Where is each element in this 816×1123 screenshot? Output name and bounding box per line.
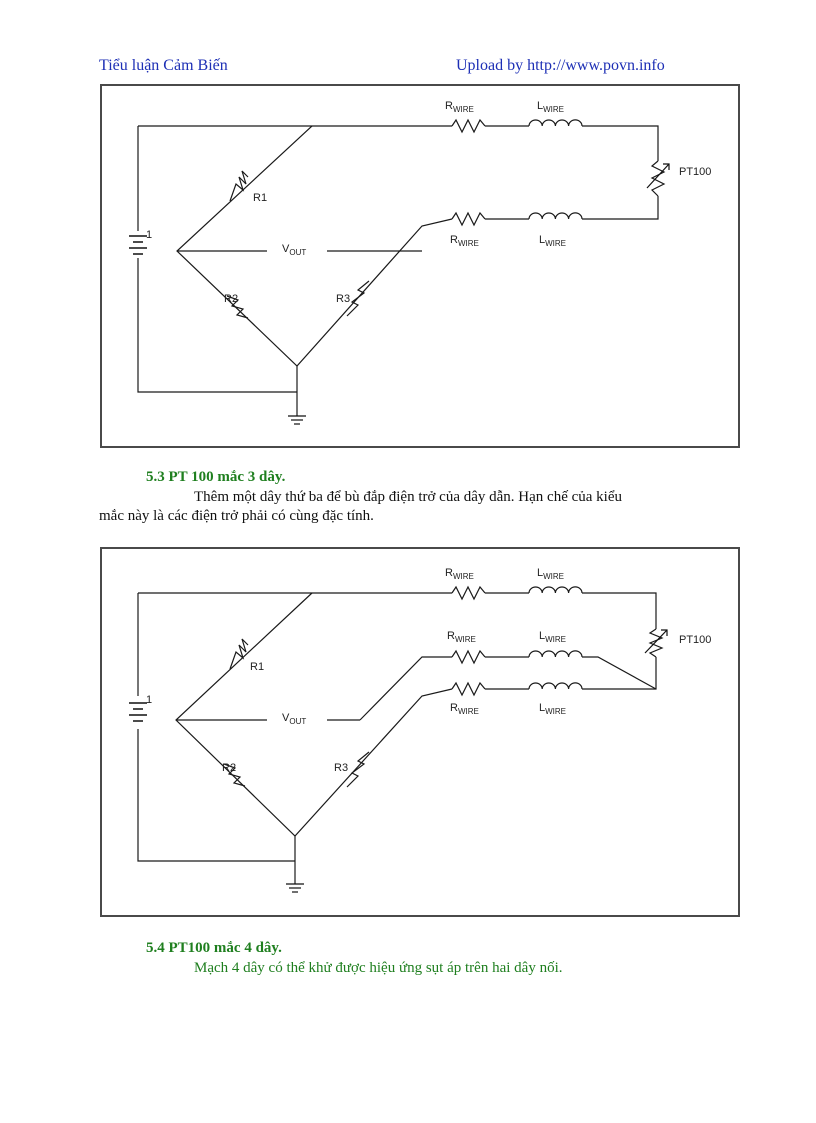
- wire-subscript: WIRE: [457, 707, 479, 716]
- vout-subscript: OUT: [289, 717, 307, 726]
- section-5-4-text: Mạch 4 dây có thể khử được hiệu ứng sụt áp trên hai dây nối.: [194, 960, 563, 976]
- resistor-rwire-bottom: [452, 683, 485, 695]
- header-right-upload: Upload by http://www.povn.info: [456, 57, 665, 74]
- resistor-rwire-middle: [452, 651, 485, 663]
- r3-label: R3: [336, 293, 351, 305]
- battery-symbol: [129, 703, 147, 721]
- wire-subscript: WIRE: [452, 105, 474, 114]
- lwire-label-bottom: L: [539, 702, 546, 714]
- rwire-label-top: R: [445, 567, 453, 579]
- wire-subscript: WIRE: [545, 707, 567, 716]
- svg-text:RWIRE: [445, 567, 474, 581]
- svg-text:RWIRE: [447, 630, 476, 644]
- lwire-label-middle: L: [539, 630, 546, 642]
- resistor-r1: [230, 171, 248, 201]
- section-5-3-text-line1: Thêm một dây thứ ba để bù đắp điện trở của dây dẫn. Hạn chế của kiểu: [194, 489, 622, 505]
- wire-subscript: WIRE: [454, 635, 476, 644]
- circuit-wires: [138, 593, 656, 884]
- wire-subscript: WIRE: [545, 635, 567, 644]
- wire-subscript: WIRE: [452, 572, 474, 581]
- pt100-rtd: [645, 629, 667, 657]
- ground-symbol: [286, 884, 304, 892]
- svg-text:VOUT: [282, 243, 306, 257]
- pt100-label: PT100: [679, 166, 712, 178]
- svg-text:RWIRE: [445, 100, 474, 114]
- svg-text:LWIRE: [537, 100, 564, 114]
- wire-subscript: WIRE: [457, 239, 479, 248]
- svg-text:VOUT: [282, 712, 306, 726]
- r1-label: R1: [253, 192, 268, 204]
- lwire-label-top: L: [537, 100, 544, 112]
- svg-text:RWIRE: [450, 234, 479, 248]
- r3-label: R3: [334, 762, 349, 774]
- vout-subscript: OUT: [289, 248, 307, 257]
- inductor-lwire-bottom: [529, 213, 582, 219]
- inductor-lwire-middle: [529, 651, 582, 657]
- svg-text:LWIRE: [539, 234, 566, 248]
- svg-text:LWIRE: [539, 702, 566, 716]
- section-heading-5-4: 5.4 PT100 mắc 4 dây.: [146, 940, 282, 956]
- pt100-label: PT100: [679, 634, 712, 646]
- lwire-label-bottom: L: [539, 234, 546, 246]
- battery-symbol: [129, 236, 147, 254]
- pt100-rtd: [647, 161, 669, 196]
- resistor-rwire-top: [452, 120, 485, 132]
- resistor-rwire-top: [452, 587, 485, 599]
- circuit-wires: [138, 126, 658, 416]
- rwire-label-bottom: R: [450, 234, 458, 246]
- inductor-lwire-bottom: [529, 683, 582, 689]
- rwire-label-top: R: [445, 100, 453, 112]
- resistor-r1: [230, 639, 248, 669]
- wire-subscript: WIRE: [543, 105, 565, 114]
- r2-label: R2: [224, 293, 239, 305]
- header-left-title: Tiểu luận Cảm Biến: [99, 57, 228, 74]
- inductor-lwire-top: [529, 120, 582, 126]
- vout-label: V: [282, 712, 290, 724]
- section-5-3-text-line2: mắc này là các điện trở phải có cùng đặc tính.: [99, 508, 374, 524]
- circuit-diagram-3wire: [100, 547, 740, 917]
- vout-label: V: [282, 243, 290, 255]
- battery-label: 1: [146, 229, 153, 241]
- battery-label: 1: [146, 694, 153, 706]
- circuit-diagram-2wire: [100, 84, 740, 448]
- svg-text:LWIRE: [537, 567, 564, 581]
- svg-text:RWIRE: [450, 702, 479, 716]
- r1-label: R1: [250, 661, 265, 673]
- inductor-lwire-top: [529, 587, 582, 593]
- wire-subscript: WIRE: [543, 572, 565, 581]
- section-heading-5-3: 5.3 PT 100 mắc 3 dây.: [146, 469, 286, 485]
- wire-subscript: WIRE: [545, 239, 567, 248]
- lwire-label-top: L: [537, 567, 544, 579]
- svg-text:LWIRE: [539, 630, 566, 644]
- r2-label: R2: [222, 762, 237, 774]
- resistor-rwire-bottom: [452, 213, 485, 225]
- rwire-label-bottom: R: [450, 702, 458, 714]
- rwire-label-middle: R: [447, 630, 455, 642]
- ground-symbol: [288, 416, 306, 424]
